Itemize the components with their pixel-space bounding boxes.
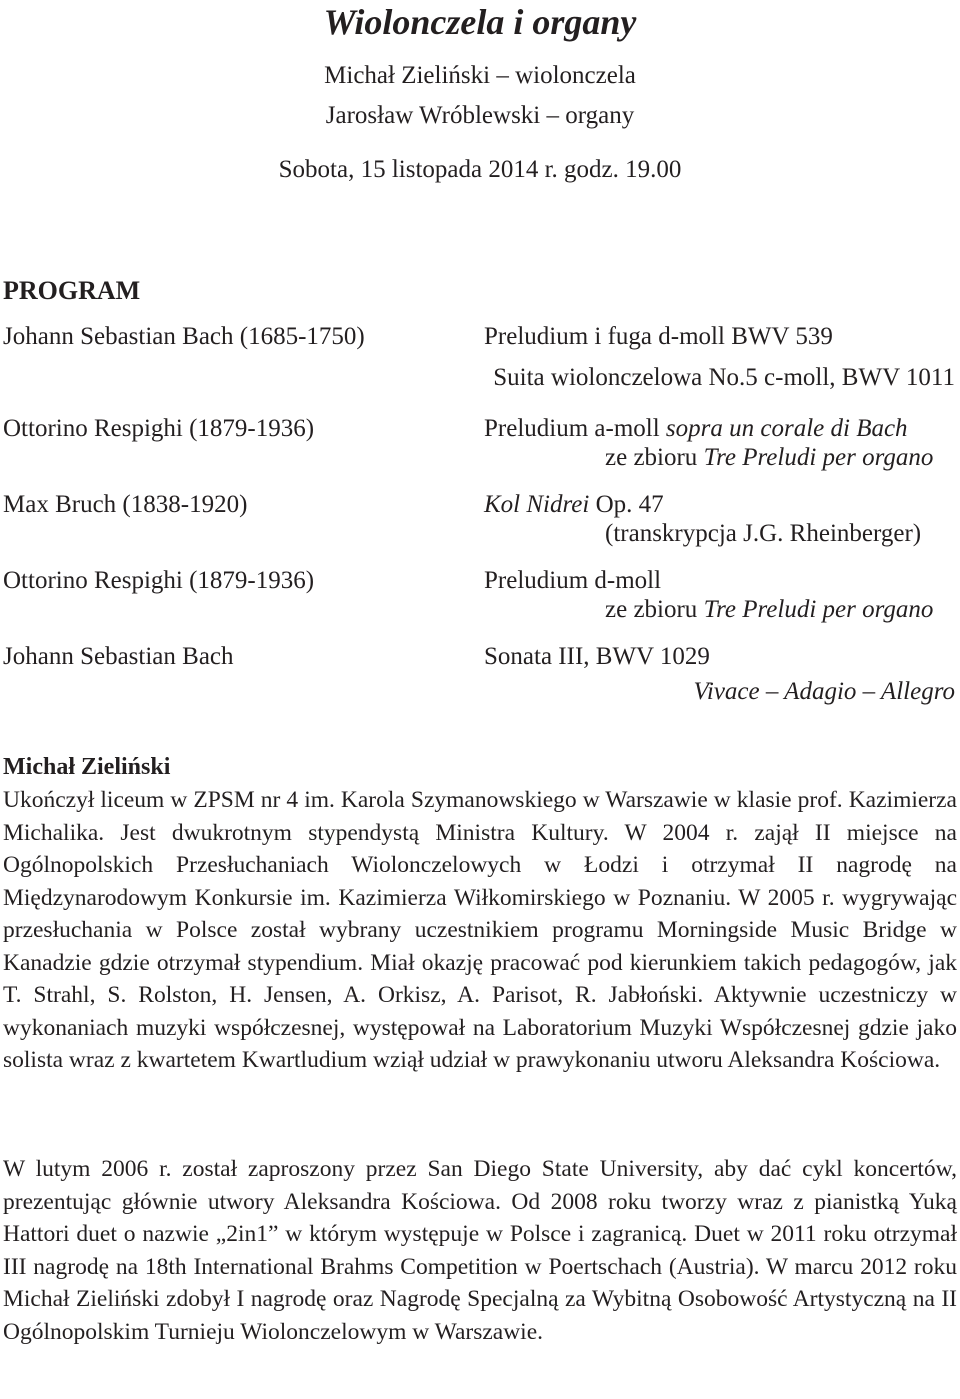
composer-bach-2: Johann Sebastian Bach xyxy=(3,643,234,670)
source-prefix: ze zbioru xyxy=(605,444,704,471)
bio-text-1 xyxy=(3,784,957,1077)
composer-respighi-1: Ottorino Respighi (1879-1936) xyxy=(3,415,315,442)
work-title: Kol Nidrei xyxy=(484,491,590,518)
work-transcription: (transkrypcja J.G. Rheinberger) xyxy=(605,520,922,547)
composer-respighi-2: Ottorino Respighi (1879-1936) xyxy=(3,567,315,594)
sonata-movements: Vivace – Adagio – Allegro xyxy=(693,678,955,705)
work-prelude-a-minor xyxy=(484,414,908,444)
source-collection: Tre Preludi per organo xyxy=(703,444,934,471)
composer-bach-1: Johann Sebastian Bach (1685-1750) xyxy=(3,323,365,350)
performer-cello: Michał Zieliński – wiolonczela xyxy=(324,62,636,89)
work-prelude-d-minor: Preludium d-moll xyxy=(484,567,662,594)
work-cello-suite: Suita wiolonczelowa No.5 c-moll, BWV 1011 xyxy=(493,364,955,391)
source-collection: Tre Preludi per organo xyxy=(703,596,934,623)
bio-text-2 xyxy=(3,1153,957,1348)
concert-date: Sobota, 15 listopada 2014 r. godz. 19.00 xyxy=(278,156,682,183)
performer-organ: Jarosław Wróblewski – organy xyxy=(325,102,635,129)
bio-paragraph: Ukończył liceum w ZPSM nr 4 im. Karola Szymanowskiego w Warszawie w klasie prof. Kazimierza Michalika. Jest dwukrotnym stypendystą Ministra Kultury. W 2004 r. zajął II miejsce na Ogólnopolskich Przesłuchaniach Wiolonczelowych w Łodzi i otrzymał II nagrodę na Międzynarodowym Konkursie im. Kazimierza Wiłkomirskiego w Poznaniu. W 2005 r. wygrywając przesłuchania w Polsce został wybrany uczestnikiem programu Morningside Music Bridge w Kanadzie gdzie otrzymał stypendium. Miał okazję pracować pod kierunkiem takich pedagogów, jak T. Strahl, S. Rolston, H. Jensen, A. Orkisz, A. Parisot, R. Jabłoński. Aktywnie uczestniczy w wykonaniach muzyki współczesnej, występował na Laboratorium Muzyki Współczesnej gdzie jako solista wraz z kwartetem Kwartludium wziął udział w prawykonaniu utworu Aleksandra Kościowa. xyxy=(3,787,957,1073)
concert-title: Wiolonczela i organy xyxy=(323,2,637,42)
source-prefix: ze zbioru xyxy=(605,596,704,623)
work-title: Preludium a-moll xyxy=(484,415,666,442)
program-heading: PROGRAM xyxy=(3,276,141,305)
work-kol-nidrei xyxy=(484,490,664,520)
composer-bruch: Max Bruch (1838-1920) xyxy=(3,491,248,518)
bio-paragraph: W lutym 2006 r. został zaproszony przez San Diego State University, aby dać cykl koncertów, prezentując głównie utwory Aleksandra Kościowa. Od 2008 roku tworzy wraz z pianistką Yuką Hattori duet o nazwie „2in1” w którym występuje w Polsce i zagranicą. Duet w 2011 roku otrzymał III nagrodę na 18th International Brahms Competition w Poertschach (Austria). W marcu 2012 roku Michał Zieliński zdobył I nagrodę oraz Nagrodę Specjalną za Wybitną Osobowość Artystyczną na II Ogólnopolskim Turnieju Wiolonczelowym w Warszawie. xyxy=(3,1156,957,1345)
work-opus: Op. 47 xyxy=(589,491,664,518)
work-sonata-iii: Sonata III, BWV 1029 xyxy=(484,643,710,670)
work-source-2 xyxy=(605,595,933,625)
work-prelude-fugue: Preludium i fuga d-moll BWV 539 xyxy=(484,323,833,350)
work-subtitle: sopra un corale di Bach xyxy=(665,415,908,442)
work-source-1 xyxy=(605,443,933,473)
bio-heading: Michał Zieliński xyxy=(3,754,171,780)
